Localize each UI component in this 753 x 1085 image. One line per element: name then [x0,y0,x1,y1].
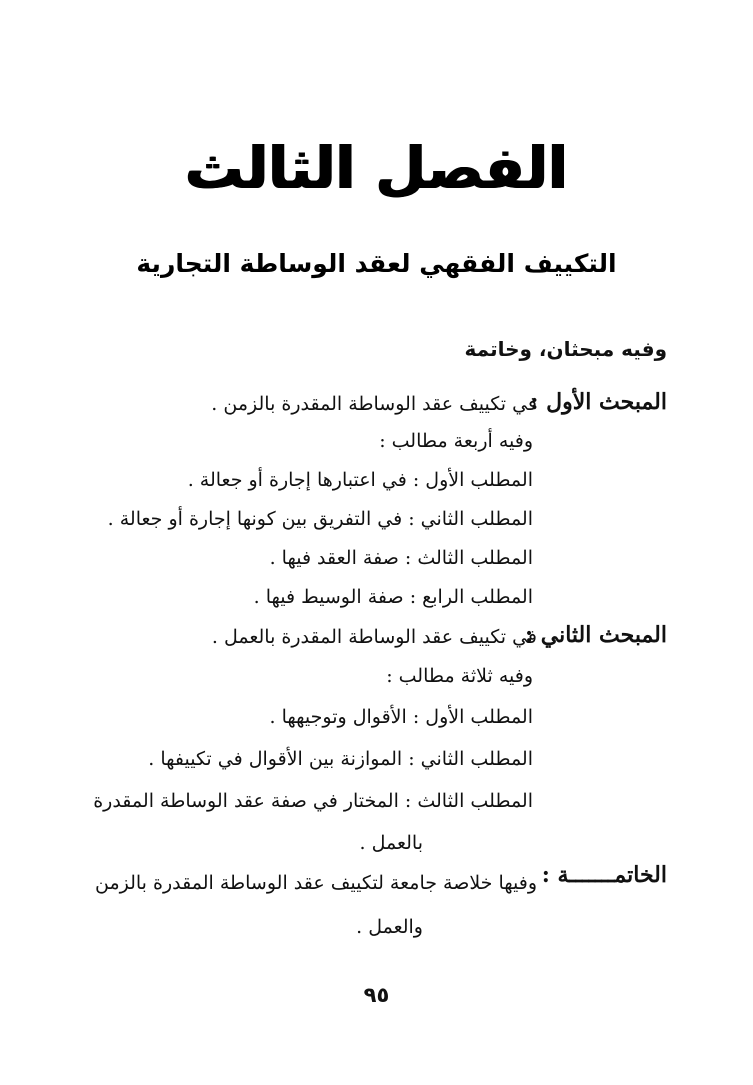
section-1-item-1: المطلب الأول : في اعتبارها إجارة أو جعالة . [187,469,533,491]
chapter-title: الفصل الثالث [185,134,568,202]
section-2-item-2: المطلب الثاني : الموازنة بين الأقوال في تكييفها . [148,748,533,770]
conclusion-label: الخاتمـــــــة : [541,862,667,888]
section-2-item-3: المطلب الثالث : المختار في صفة عقد الوساطة المقدرة [93,790,533,812]
conclusion-text-cont: والعمل . [356,916,423,938]
chapter-intro: وفيه مبحثان، وخاتمة [464,337,667,361]
section-2-item-3-cont: بالعمل . [359,832,423,854]
section-2-label: المبحث الثاني : [524,622,667,648]
section-1-item-4: المطلب الرابع : صفة الوسيط فيها . [253,586,533,608]
section-2-item-1: المطلب الأول : الأقوال وتوجيهها . [269,706,533,728]
section-1-label: المبحث الأول : [530,389,667,415]
section-2-text: في تكييف عقد الوساطة المقدرة بالعمل . [211,626,537,648]
section-2-lead: وفيه ثلاثة مطالب : [386,665,533,687]
section-1-item-3: المطلب الثالث : صفة العقد فيها . [269,547,533,569]
section-1-lead: وفيه أربعة مطالب : [379,430,533,452]
page-number: ٩٥ [363,983,390,1007]
section-1-item-2: المطلب الثاني : في التفريق بين كونها إجارة أو جعالة . [107,508,533,530]
chapter-subtitle: التكييف الفقهي لعقد الوساطة التجارية [136,249,617,278]
section-1-text: في تكييف عقد الوساطة المقدرة بالزمن . [211,393,537,415]
conclusion-text: وفيها خلاصة جامعة لتكييف عقد الوساطة المقدرة بالزمن [94,872,537,894]
